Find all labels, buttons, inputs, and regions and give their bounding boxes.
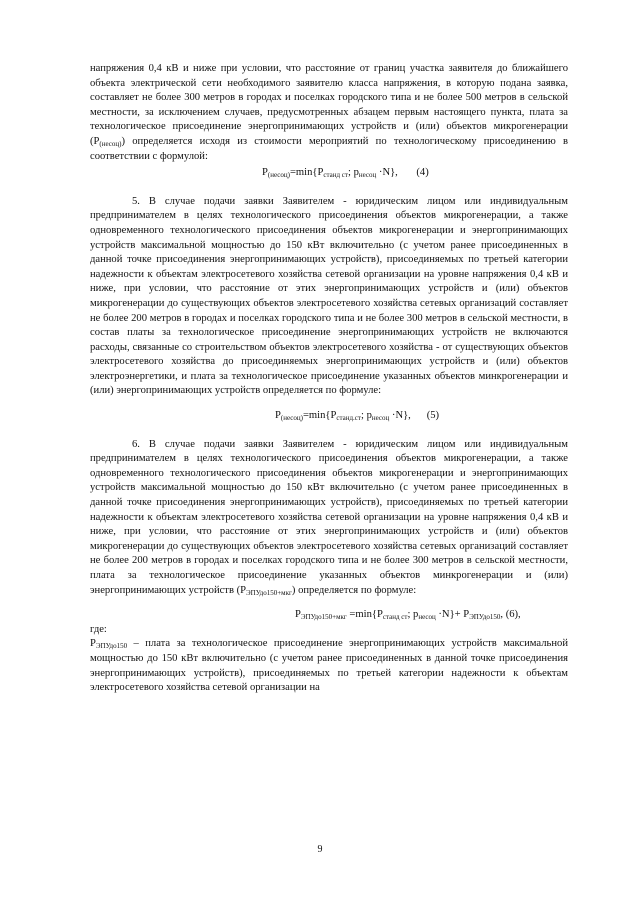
formula-4-number: (4) [416,167,429,179]
formula-6-sub4: ЭПУдо150 [469,613,501,622]
paragraph-top [90,62,568,164]
formula-5-end: ·N}, [389,410,411,422]
formula-5-mid: =min{P [302,410,337,422]
formula-6-sub1: ЭПУдо150+мкг [300,613,347,622]
formula-4-p: P [262,167,268,179]
formula-4 [262,166,568,181]
formula-6-p: P [295,609,301,621]
definition-subscript: ЭПУдо150 [95,642,128,651]
formula-4-mid: =min{P [289,167,324,179]
formula-5-sub3: несоц [371,414,390,423]
paragraph-6 [90,438,568,599]
formula-5-sub2: станд.ст [336,414,361,423]
formula-5-sub1: (несоц) [280,414,303,423]
formula-6 [295,608,568,623]
definition-symbol: P [90,638,96,650]
paragraph-6-end: ) определяется по формуле: [291,584,417,596]
paragraph-top-text: напряжения 0,4 кВ и ниже при условии, что расстояние от границ участка заявителя до ближайшего объекта электрической сети необходимого заявителю класса напряжения, в которую подана заявка, составляет не более 300 метров в городах и поселках городского типа и не более 500 метров в сельской местности, за исключением случаев, предусмотренных абзацем первым настоящего пункта, плата за технологическое присоединение энергопринимающих устройств и (или) объектов микрогенерации (P [90,63,568,147]
where-label: где: [90,623,107,635]
formula-6-end: , (6), [500,609,521,621]
formula-6-mid3: ·N}+ P [435,609,470,621]
formula-5-p: P [275,410,281,422]
formula-5 [275,409,568,424]
formula-6-mid2: ; p [407,609,419,621]
spacer [90,181,568,195]
paragraph-6-text: 6. В случае подачи заявки Заявителем - юридическим лицом или индивидуальным предпринимателем в целях технологического присоединения объектов микрогенерации, а также одновременного технологического присоединения объектов микрогенерации и энергопринимающих устройств максимальной мощностью до 150 кВт включительно (с учетом ранее присоединенных в данной точке присоединения энергопринимающих устройств), присоединяемых по третьей категории надежности к объектам электросетевого хозяйства сетевой организации на уровне напряжения 0,4 кВ и ниже, при условии, что расстояние от этих энергопринимающих устройств и (или) объектов микрогенерации до существующих объектов электросетевого хозяйства сетевых организаций составляет не более 200 метров в городах и поселках городского типа и не более 300 метров в сельской местности, плата за технологическое присоединение указанных объектов минкрогенерации и (или) энергопринимающих устройств (P [90,438,568,596]
formula-4-mid2: ; p [347,167,359,179]
document-body [90,62,568,696]
formula-5-number: (5) [426,410,440,422]
paragraph-5: 5. В случае подачи заявки Заявителем - юридическим лицом или индивидуальным предпринимателем в целях технологического присоединения объектов микрогенерации, а также одновременного технологического присоединения объектов микрогенерации и энергопринимающих устройств максимальной мощностью до 150 кВт включительно (с учетом ранее присоединенных в данной точке присоединения энергопринимающих устройств), присоединяемых по третьей категории надежности к объектам электросетевого хозяйства сетевой организации на уровне напряжения 0,4 кВ и ниже, при условии, что расстояние от этих энергопринимающих устройств и (или) объектов микрогенерации до существующих объектов электросетевого хозяйства сетевых организаций составляет не более 200 метров в городах и поселках городского типа и не более 300 метров в сельской местности, в состав платы за технологическое присоединение энергопринимающих устройств не включаются расходы, связанные со строительством объектов электросетевого хозяйства - от существующих объектов электросетевого хозяйства до присоединяемых энергопринимающих устройств и (или) объектов электроэнергетики, и плата за технологическое присоединение указанных объектов минкрогенерации и (или) энергопринимающих устройств определяется по формуле: [90,195,568,397]
formula-4-sub2: станд ст [323,171,348,180]
formula-6-mid: =min{P [346,609,383,621]
formula-5-mid2: ; p [360,410,372,422]
formula-6-sub2: станд ст [382,613,408,622]
spacer [90,424,568,438]
formula-4-sub1: (несоц) [267,171,290,180]
formula-4-sub3: несоц [358,171,377,180]
page-number: 9 [317,844,323,855]
definition-p-epu [90,637,568,695]
paragraph-top-end: ) определяется исходя из стоимости мероприятий по технологическому присоединению в соответствии с формулой: [90,135,568,162]
definition-text: – плата за технологическое присоединение энергопринимающих устройств максимальной мощностью до 150 кВт включительно (с учетом ранее присоединенных в данной точке присоединения энергопринимающих устройств), присоединяемых по третьей категории надежности к объектам электросетевого хозяйства сетевой организации на [90,638,568,694]
formula-4-end: ·N}, [376,167,398,179]
formula-6-sub3: несоц [418,613,436,622]
paragraph-6-subscript: ЭПУдо150+мкг [246,588,292,597]
paragraph-top-subscript: (несоц) [99,139,122,148]
